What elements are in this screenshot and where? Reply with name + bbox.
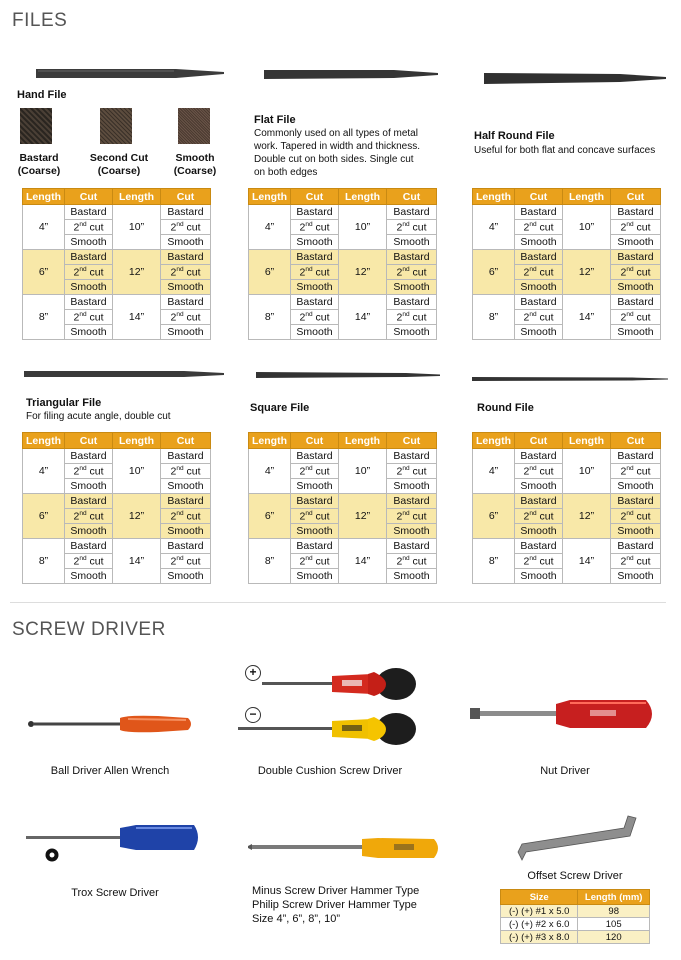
- cut-cell: Bastard: [515, 494, 563, 509]
- cut-cell: Smooth: [161, 280, 211, 295]
- double-cushion-caption: Double Cushion Screw Driver: [257, 765, 403, 777]
- length-cell: 10”: [339, 449, 387, 494]
- length-cell: 10”: [113, 205, 161, 250]
- length-cell: 10”: [563, 205, 611, 250]
- second-cut-type-label: Second Cut (Coarse): [89, 152, 149, 177]
- cut-cell: Smooth: [291, 569, 339, 584]
- table-header-row: [473, 189, 661, 205]
- cut-cell: 2nd cut: [291, 509, 339, 524]
- cut-cell: 2nd cut: [65, 220, 113, 235]
- length-cell: 12”: [113, 250, 161, 295]
- square-file-image: [256, 371, 440, 379]
- cut-cell: 2nd cut: [515, 509, 563, 524]
- cut-cell: Bastard: [387, 205, 437, 220]
- cut-cell: Smooth: [387, 569, 437, 584]
- ball-driver-caption: Ball Driver Allen Wrench: [50, 765, 170, 777]
- cut-cell: Bastard: [65, 539, 113, 554]
- table-row: [501, 918, 650, 931]
- half-round-file-table: [472, 188, 661, 340]
- triangular-file-image: [24, 369, 224, 379]
- size-cell: (-) (+) #2 x 6.0: [501, 918, 578, 931]
- header-length-2: Length: [113, 189, 161, 205]
- cut-cell: 2nd cut: [65, 265, 113, 280]
- cut-cell: Bastard: [65, 250, 113, 265]
- cut-cell: Smooth: [291, 479, 339, 494]
- cut-cell: 2nd cut: [291, 554, 339, 569]
- table-row: [249, 250, 437, 265]
- header-cut-2: Cut: [387, 433, 437, 449]
- cut-cell: Smooth: [387, 280, 437, 295]
- cut-cell: Smooth: [291, 280, 339, 295]
- cut-cell: Bastard: [65, 205, 113, 220]
- header-length: Length: [473, 189, 515, 205]
- table-header-row: [501, 890, 650, 905]
- length-cell: 12”: [563, 494, 611, 539]
- cut-cell: Bastard: [611, 449, 661, 464]
- cut-cell: 2nd cut: [387, 220, 437, 235]
- table-row: [249, 539, 437, 554]
- cut-cell: Bastard: [611, 250, 661, 265]
- cut-cell: Smooth: [611, 325, 661, 340]
- cut-cell: Bastard: [387, 539, 437, 554]
- cut-cell: 2nd cut: [515, 554, 563, 569]
- cut-cell: Smooth: [161, 325, 211, 340]
- cut-cell: 2nd cut: [291, 464, 339, 479]
- cut-cell: Smooth: [515, 524, 563, 539]
- cut-cell: 2nd cut: [515, 220, 563, 235]
- cut-cell: Smooth: [65, 235, 113, 250]
- length-cell: 10”: [563, 449, 611, 494]
- header-cut: Cut: [515, 189, 563, 205]
- length-cell: 8”: [249, 295, 291, 340]
- table-row: [23, 250, 211, 265]
- cut-cell: Smooth: [387, 479, 437, 494]
- table-row: [23, 494, 211, 509]
- section-divider: [10, 602, 666, 603]
- half-round-file-title: Half Round File: [474, 130, 555, 142]
- cut-cell: Bastard: [291, 449, 339, 464]
- cut-cell: Bastard: [291, 250, 339, 265]
- header-cut-2: Cut: [611, 189, 661, 205]
- size-cell: (-) (+) #1 x 5.0: [501, 905, 578, 918]
- length-cell: 10”: [339, 205, 387, 250]
- length-cell: 12”: [563, 250, 611, 295]
- cut-cell: Bastard: [515, 205, 563, 220]
- table-header-row: [23, 189, 211, 205]
- table-row: [23, 449, 211, 464]
- cut-cell: Bastard: [611, 539, 661, 554]
- cut-cell: Bastard: [291, 295, 339, 310]
- torx-tip-icon: [45, 848, 59, 862]
- length-cell: 105: [578, 918, 650, 931]
- cut-cell: 2nd cut: [161, 464, 211, 479]
- length-cell: 14”: [113, 295, 161, 340]
- cut-cell: Smooth: [611, 479, 661, 494]
- cut-cell: 2nd cut: [65, 554, 113, 569]
- cut-cell: 2nd cut: [161, 554, 211, 569]
- table-row: [473, 295, 661, 310]
- table-row: [249, 205, 437, 220]
- cut-cell: Smooth: [387, 325, 437, 340]
- table-row: [501, 905, 650, 918]
- length-cell: 98: [578, 905, 650, 918]
- files-section-title: FILES: [12, 10, 68, 31]
- length-cell: 6”: [249, 494, 291, 539]
- cut-cell: 2nd cut: [387, 509, 437, 524]
- length-cell: 14”: [563, 539, 611, 584]
- hand-file-table: [22, 188, 211, 340]
- cut-cell: Bastard: [611, 295, 661, 310]
- cut-cell: 2nd cut: [291, 310, 339, 325]
- header-length-2: Length: [113, 433, 161, 449]
- square-file-table: [248, 432, 437, 584]
- cut-cell: Bastard: [161, 449, 211, 464]
- cut-cell: Bastard: [387, 449, 437, 464]
- cut-cell: Smooth: [611, 569, 661, 584]
- length-cell: 4”: [23, 205, 65, 250]
- cut-cell: Smooth: [161, 235, 211, 250]
- header-cut: Cut: [65, 189, 113, 205]
- round-file-title: Round File: [477, 402, 534, 414]
- ball-driver-image: [28, 710, 194, 740]
- cut-cell: Bastard: [387, 494, 437, 509]
- cut-cell: 2nd cut: [161, 220, 211, 235]
- length-cell: 4”: [473, 205, 515, 250]
- cut-cell: 2nd cut: [291, 220, 339, 235]
- trox-driver-caption: Trox Screw Driver: [71, 887, 159, 899]
- square-file-title: Square File: [250, 402, 310, 414]
- length-cell: 8”: [23, 539, 65, 584]
- table-row: [473, 250, 661, 265]
- triangular-file-description: For filing acute angle, double cut: [26, 411, 171, 422]
- cut-cell: 2nd cut: [65, 509, 113, 524]
- header-length-2: Length: [339, 433, 387, 449]
- length-cell: 4”: [249, 205, 291, 250]
- offset-driver-image: [516, 812, 638, 862]
- cut-cell: Smooth: [65, 569, 113, 584]
- round-file-table: [472, 432, 661, 584]
- length-cell: 8”: [249, 539, 291, 584]
- cut-cell: 2nd cut: [291, 265, 339, 280]
- header-length: Length: [249, 433, 291, 449]
- cut-cell: Bastard: [515, 295, 563, 310]
- header-length-2: Length: [563, 433, 611, 449]
- cut-cell: Smooth: [611, 280, 661, 295]
- length-cell: 8”: [23, 295, 65, 340]
- hammer-driver-image: [248, 836, 442, 864]
- triangular-file-table: [22, 432, 211, 584]
- length-cell: 14”: [339, 295, 387, 340]
- header-cut: Cut: [291, 189, 339, 205]
- length-cell: 14”: [339, 539, 387, 584]
- length-cell: 6”: [23, 494, 65, 539]
- cut-cell: Smooth: [65, 524, 113, 539]
- triangular-file-title: Triangular File: [26, 397, 102, 409]
- half-round-file-description: Useful for both flat and concave surfaces: [474, 145, 656, 156]
- header-length: Length: [249, 189, 291, 205]
- hand-file-image: [36, 66, 224, 82]
- size-cell: (-) (+) #3 x 8.0: [501, 931, 578, 944]
- hand-file-title: Hand File: [17, 89, 67, 101]
- cut-cell: Smooth: [515, 569, 563, 584]
- header-length: Length: [473, 433, 515, 449]
- length-cell: 6”: [473, 494, 515, 539]
- cut-cell: Smooth: [291, 524, 339, 539]
- cut-cell: 2nd cut: [387, 310, 437, 325]
- cut-cell: 2nd cut: [161, 509, 211, 524]
- cut-cell: Smooth: [515, 325, 563, 340]
- screwdriver-section-title: SCREW DRIVER: [12, 619, 166, 640]
- bastard-type-label: Bastard (Coarse): [17, 152, 61, 177]
- header-cut: Cut: [515, 433, 563, 449]
- length-cell: 6”: [249, 250, 291, 295]
- cut-cell: 2nd cut: [611, 509, 661, 524]
- cut-cell: Smooth: [65, 280, 113, 295]
- length-cell: 4”: [473, 449, 515, 494]
- flat-file-image: [264, 66, 438, 82]
- table-header-row: [23, 433, 211, 449]
- cut-cell: Bastard: [611, 205, 661, 220]
- plus-symbol-icon: +: [245, 665, 261, 681]
- bastard-texture-swatch: [20, 108, 52, 144]
- flat-file-title: Flat File: [254, 114, 296, 126]
- cut-cell: 2nd cut: [611, 265, 661, 280]
- cut-cell: Bastard: [291, 494, 339, 509]
- length-cell: 4”: [23, 449, 65, 494]
- table-header-row: [249, 433, 437, 449]
- cut-cell: Smooth: [161, 569, 211, 584]
- table-header-row: [473, 433, 661, 449]
- length-cell: 12”: [339, 494, 387, 539]
- cut-cell: Bastard: [65, 449, 113, 464]
- header-length: Length: [23, 433, 65, 449]
- table-row: [249, 494, 437, 509]
- length-cell: 6”: [23, 250, 65, 295]
- cut-cell: 2nd cut: [611, 310, 661, 325]
- header-length-2: Length: [339, 189, 387, 205]
- cut-cell: Bastard: [387, 295, 437, 310]
- flat-file-table: [248, 188, 437, 340]
- cut-cell: 2nd cut: [611, 464, 661, 479]
- header-cut-2: Cut: [161, 189, 211, 205]
- cut-cell: Smooth: [515, 280, 563, 295]
- table-row: [23, 539, 211, 554]
- header-length-mm: Length (mm): [578, 890, 650, 905]
- cut-cell: Bastard: [161, 205, 211, 220]
- cut-cell: 2nd cut: [387, 554, 437, 569]
- hammer-driver-caption: Minus Screw Driver Hammer Type Philip Screw Driver Hammer Type Size 4”, 6”, 8”, 10”: [252, 885, 420, 925]
- table-header-row: [249, 189, 437, 205]
- cut-cell: Smooth: [515, 479, 563, 494]
- length-cell: 8”: [473, 539, 515, 584]
- cut-cell: 2nd cut: [387, 265, 437, 280]
- table-row: [473, 205, 661, 220]
- cut-cell: Smooth: [515, 235, 563, 250]
- cut-cell: Smooth: [65, 479, 113, 494]
- cut-cell: Bastard: [291, 539, 339, 554]
- header-cut-2: Cut: [611, 433, 661, 449]
- cut-cell: Bastard: [515, 250, 563, 265]
- flat-file-description: Commonly used on all types of metal work. Tapered in width and thickness. Double cut on both sides. Single cut on both edges: [254, 128, 421, 178]
- smooth-texture-swatch: [178, 108, 210, 144]
- cut-cell: 2nd cut: [611, 220, 661, 235]
- cut-cell: Bastard: [161, 539, 211, 554]
- cut-cell: Bastard: [387, 250, 437, 265]
- cut-cell: Bastard: [515, 449, 563, 464]
- cut-cell: Smooth: [291, 235, 339, 250]
- cut-cell: Smooth: [161, 524, 211, 539]
- cut-cell: Smooth: [387, 524, 437, 539]
- header-cut: Cut: [65, 433, 113, 449]
- cut-cell: 2nd cut: [515, 265, 563, 280]
- table-row: [249, 449, 437, 464]
- table-row: [23, 295, 211, 310]
- second-cut-texture-swatch: [100, 108, 132, 144]
- offset-driver-caption: Offset Screw Driver: [527, 870, 623, 882]
- cut-cell: Smooth: [161, 479, 211, 494]
- length-cell: 6”: [473, 250, 515, 295]
- cut-cell: Smooth: [611, 524, 661, 539]
- half-round-file-image: [484, 70, 666, 86]
- double-cushion-minus-image: [238, 712, 416, 746]
- cut-cell: Smooth: [291, 325, 339, 340]
- cut-cell: Bastard: [515, 539, 563, 554]
- length-cell: 4”: [249, 449, 291, 494]
- header-length: Length: [23, 189, 65, 205]
- header-cut: Cut: [291, 433, 339, 449]
- length-cell: 14”: [563, 295, 611, 340]
- length-cell: 12”: [113, 494, 161, 539]
- table-row: [23, 205, 211, 220]
- nut-driver-caption: Nut Driver: [540, 765, 590, 777]
- offset-size-table: [500, 889, 650, 944]
- cut-cell: Bastard: [65, 494, 113, 509]
- smooth-type-label: Smooth (Coarse): [173, 152, 217, 177]
- double-cushion-plus-image: [262, 668, 416, 700]
- table-row: [473, 539, 661, 554]
- cut-cell: 2nd cut: [161, 265, 211, 280]
- cut-cell: Bastard: [161, 295, 211, 310]
- cut-cell: 2nd cut: [611, 554, 661, 569]
- nut-driver-image: [470, 696, 658, 732]
- header-cut-2: Cut: [387, 189, 437, 205]
- header-cut-2: Cut: [161, 433, 211, 449]
- cut-cell: Bastard: [65, 295, 113, 310]
- cut-cell: Bastard: [161, 494, 211, 509]
- cut-cell: Bastard: [611, 494, 661, 509]
- cut-cell: Bastard: [161, 250, 211, 265]
- round-file-image: [472, 375, 668, 383]
- table-row: [501, 931, 650, 944]
- cut-cell: 2nd cut: [515, 464, 563, 479]
- header-length-2: Length: [563, 189, 611, 205]
- cut-cell: Smooth: [65, 325, 113, 340]
- cut-cell: 2nd cut: [161, 310, 211, 325]
- cut-cell: Bastard: [291, 205, 339, 220]
- cut-cell: Smooth: [611, 235, 661, 250]
- length-cell: 14”: [113, 539, 161, 584]
- cut-cell: 2nd cut: [65, 464, 113, 479]
- length-cell: 12”: [339, 250, 387, 295]
- table-row: [473, 449, 661, 464]
- table-row: [249, 295, 437, 310]
- minus-symbol-icon: −: [245, 707, 261, 723]
- cut-cell: 2nd cut: [515, 310, 563, 325]
- length-cell: 8”: [473, 295, 515, 340]
- cut-cell: Smooth: [387, 235, 437, 250]
- length-cell: 120: [578, 931, 650, 944]
- table-row: [473, 494, 661, 509]
- cut-cell: 2nd cut: [65, 310, 113, 325]
- header-size: Size: [501, 890, 578, 905]
- length-cell: 10”: [113, 449, 161, 494]
- cut-cell: 2nd cut: [387, 464, 437, 479]
